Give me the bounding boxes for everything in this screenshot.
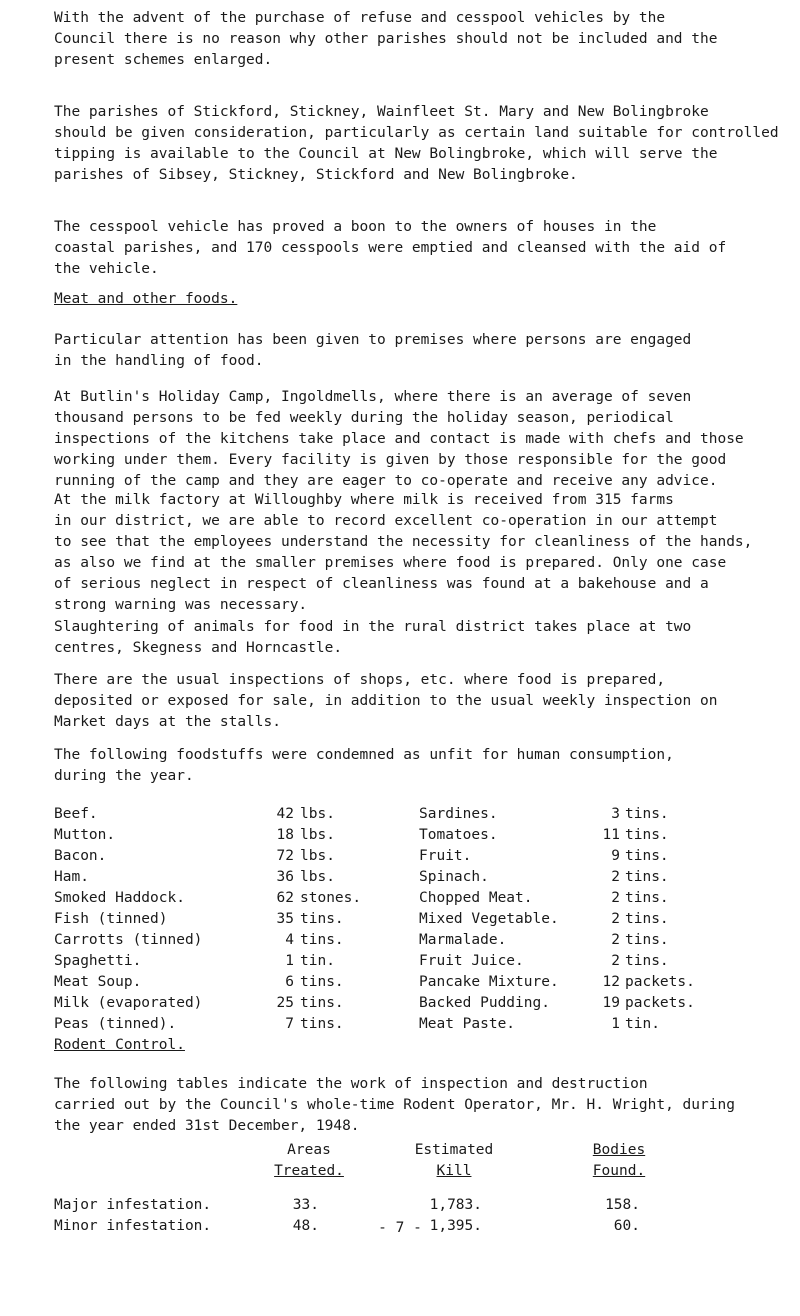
paragraph-milk-factory: At the milk factory at Willoughby where milk is received from 315 farms in our district, we are able to record excellent co-operation in our attempt to see that the employees understand the necessity for cleanliness of the hands, as also we find at the smaller premises where food is prepared. Only one case of serious neglect in respect of cleanliness was found at a bakehouse and a strong warning was necessary.: [54, 492, 753, 613]
table-row: Bacon. 72 lbs. Fruit. 9 tins.: [54, 848, 669, 864]
table-row: Major infestation. 33. 1,783. 158.: [54, 1197, 640, 1213]
table-row: Peas (tinned). 7 tins. Meat Paste. 1 tin.: [54, 1016, 660, 1032]
paragraph-food-handling: Particular attention has been given to premises where persons are engaged in the handling of food.: [54, 332, 692, 369]
paragraph-parishes: The parishes of Stickford, Stickney, Wainfleet St. Mary and New Bolingbroke should be given consideration, particularly as certain land suitable for controlled tipping is available to the Council at New Bolingbroke, which will serve the parishes of Sibsey, Stickney, Stickford and New Bolingbroke.: [54, 104, 779, 183]
condemned-foodstuffs-table: [54, 804, 794, 1035]
table-row: Smoked Haddock. 62 stones. Chopped Meat. 2 tins.: [54, 890, 669, 906]
heading-rodent-control: Rodent Control.: [54, 1037, 185, 1053]
header-areas-treated: Areas Treated.: [274, 1142, 344, 1179]
header-bodies-found: Bodies Found.: [592, 1142, 646, 1179]
paragraph-rodent-intro: The following tables indicate the work of inspection and destruction carried out by the Council's whole-time Rodent Operator, Mr. H. Wright, during the year ended 31st December, 1948.: [54, 1076, 735, 1134]
paragraph-butlins: At Butlin's Holiday Camp, Ingoldmells, where there is an average of seven thousand persons to be fed weekly during the holiday season, periodical inspections of the kitchens take place and contact is made with chefs and those working under them. Every facility is given by those responsible for the good running of the camp and they are eager to co-operate and receive any advice.: [54, 389, 744, 489]
paragraph-slaughtering: Slaughtering of animals for food in the rural district takes place at two centres, Skegness and Horncastle.: [54, 619, 692, 656]
table-row: Mutton. 18 lbs. Tomatoes. 11 tins.: [54, 827, 669, 843]
table-row: Minor infestation. 48. 1,395. 60.: [54, 1218, 640, 1234]
paragraph-refuse-vehicles: With the advent of the purchase of refuse and cesspool vehicles by the Council there is no reason why other parishes should not be included and the present schemes enlarged.: [54, 10, 718, 68]
table-row: Ham. 36 lbs. Spinach. 2 tins.: [54, 869, 669, 885]
table-row: Spaghetti. 1 tin. Fruit Juice. 2 tins.: [54, 953, 669, 969]
page-number: - 7 -: [378, 1220, 422, 1236]
table-row: Milk (evaporated) 25 tins. Backed Pudding. 19 packets.: [54, 995, 695, 1011]
table-row: Meat Soup. 6 tins. Pancake Mixture. 12 packets.: [54, 974, 695, 990]
paragraph-inspections: There are the usual inspections of shops, etc. where food is prepared, deposited or exposed for sale, in addition to the usual weekly inspection on Market days at the stalls.: [54, 672, 718, 730]
paragraph-cesspool-vehicle: The cesspool vehicle has proved a boon to the owners of houses in the coastal parishes, and 170 cesspools were emptied and cleansed with the aid of the vehicle.: [54, 219, 727, 277]
header-estimated-kill: Estimated Kill: [414, 1142, 494, 1179]
table-row: Fish (tinned) 35 tins. Mixed Vegetable. 2 tins.: [54, 911, 669, 927]
table-row: Beef. 42 lbs. Sardines. 3 tins.: [54, 806, 669, 822]
heading-meat-and-other-foods: Meat and other foods.: [54, 291, 238, 307]
paragraph-condemned-intro: The following foodstuffs were condemned as unfit for human consumption, during the year.: [54, 747, 674, 784]
table-row: Carrotts (tinned) 4 tins. Marmalade. 2 tins.: [54, 932, 669, 948]
